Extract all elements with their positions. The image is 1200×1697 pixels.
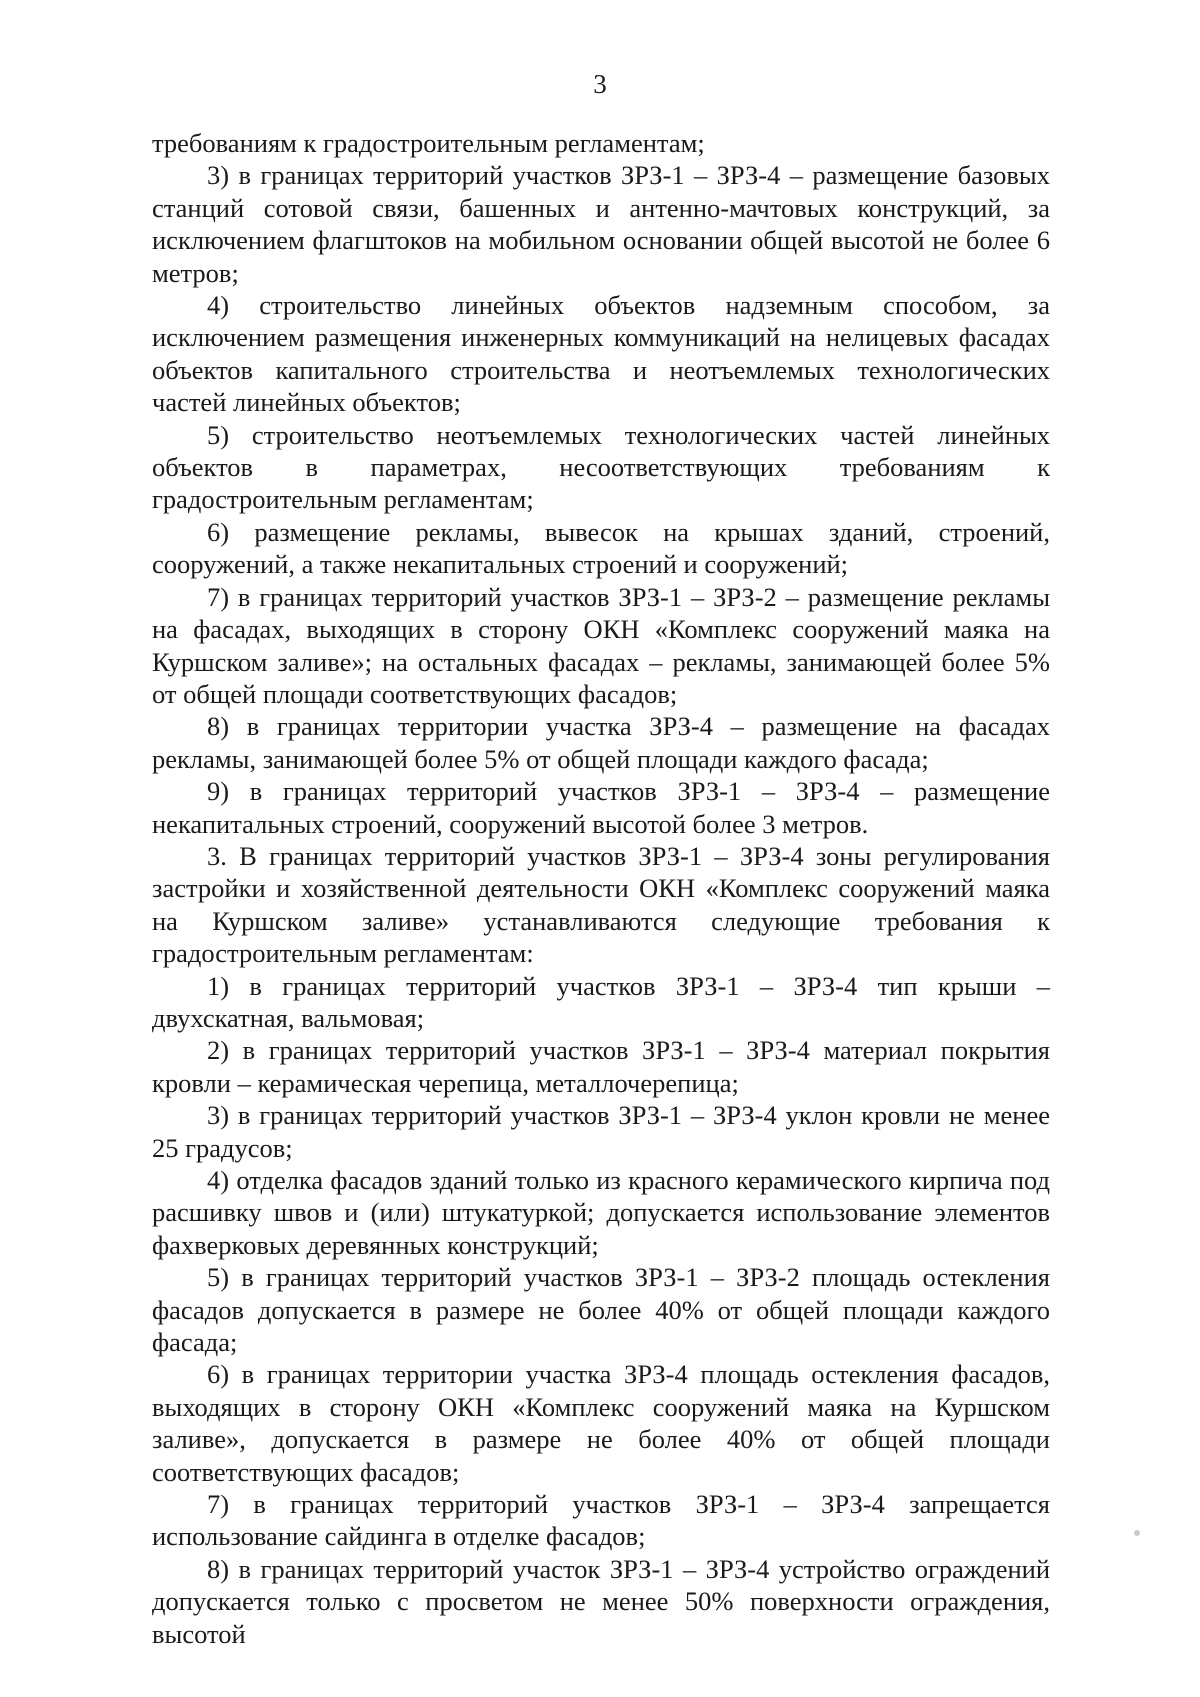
document-body <box>152 127 1050 1650</box>
paragraph: 5) в границах территорий участков ЗРЗ-1 – ЗРЗ-2 площадь остекления фасадов допускается в размере не более 40% от общей площади каждого фасада; <box>152 1262 1050 1358</box>
paragraph: 5) строительство неотъемлемых технологических частей линейных объектов в параметрах, несоответствующих требованиям к градостроительным регламентам; <box>152 419 1050 515</box>
page-number: 3 <box>593 69 607 99</box>
paragraph: 6) размещение рекламы, вывесок на крышах зданий, строений, сооружений, а также некапитальных строений и сооружений; <box>152 516 1050 580</box>
scan-artifact-dot <box>1134 1530 1140 1536</box>
paragraph: 3. В границах территорий участков ЗРЗ-1 – ЗРЗ-4 зоны регулирования застройки и хозяйственной деятельности ОКН «Комплекс сооружений маяка на Куршском заливе» устанавливаются следующие требования к градостроительным регламентам: <box>152 840 1050 969</box>
paragraph-continuation: требованиям к градостроительным регламентам; <box>152 128 705 158</box>
paragraph: 1) в границах территорий участков ЗРЗ-1 – ЗРЗ-4 тип крыши – двухскатная, вальмовая; <box>152 970 1050 1033</box>
paragraph: 9) в границах территорий участков ЗРЗ-1 – ЗРЗ-4 – размещение некапитальных строений, сооружений высотой более 3 метров. <box>152 776 1050 839</box>
paragraph: 4) строительство линейных объектов надземным способом, за исключением размещения инженерных коммуникаций на нелицевых фасадах объектов капитального строительства и неотъемлемых технологических частей линейных объектов; <box>152 290 1050 418</box>
paragraph: 8) в границах территории участка ЗРЗ-4 – размещение на фасадах рекламы, занимающей более 5% от общей площади каждого фасада; <box>152 711 1050 774</box>
paragraph: 3) в границах территорий участков ЗРЗ-1 – ЗРЗ-4 – размещение базовых станций сотовой связи, башенных и антенно-мачтовых конструкций, за исключением флагштоков на мобильном основании общей высотой не более 6 метров; <box>152 160 1050 288</box>
paragraph: 4) отделка фасадов зданий только из красного керамического кирпича под расшивку швов и (или) штукатуркой; допускается использование элементов фахверковых деревянных конструкций; <box>152 1165 1050 1260</box>
paragraph: 7) в границах территорий участков ЗРЗ-1 – ЗРЗ-4 запрещается использование сайдинга в отделке фасадов; <box>152 1489 1050 1552</box>
paragraph: 3) в границах территорий участков ЗРЗ-1 – ЗРЗ-4 уклон кровли не менее 25 градусов; <box>152 1100 1050 1163</box>
paragraph: 6) в границах территории участка ЗРЗ-4 площадь остекления фасадов, выходящих в сторону ОКН «Комплекс сооружений маяка на Куршском заливе», допускается в размере не более 40% от общей площади соответствующих фасадов; <box>152 1359 1050 1487</box>
paragraph: 8) в границах территорий участок ЗРЗ-1 – ЗРЗ-4 устройство ограждений допускается только с просветом не менее 50% поверхности ограждения, высотой <box>152 1553 1050 1649</box>
paragraph: 7) в границах территорий участков ЗРЗ-1 – ЗРЗ-2 – размещение рекламы на фасадах, выходящих в сторону ОКН «Комплекс сооружений маяка на Куршском заливе»; на остальных фасадах – рекламы, занимающей более 5% от общей площади соответствующих фасадов; <box>152 581 1050 709</box>
paragraph: 2) в границах территорий участков ЗРЗ-1 – ЗРЗ-4 материал покрытия кровли – керамическая черепица, металлочерепица; <box>152 1035 1050 1098</box>
